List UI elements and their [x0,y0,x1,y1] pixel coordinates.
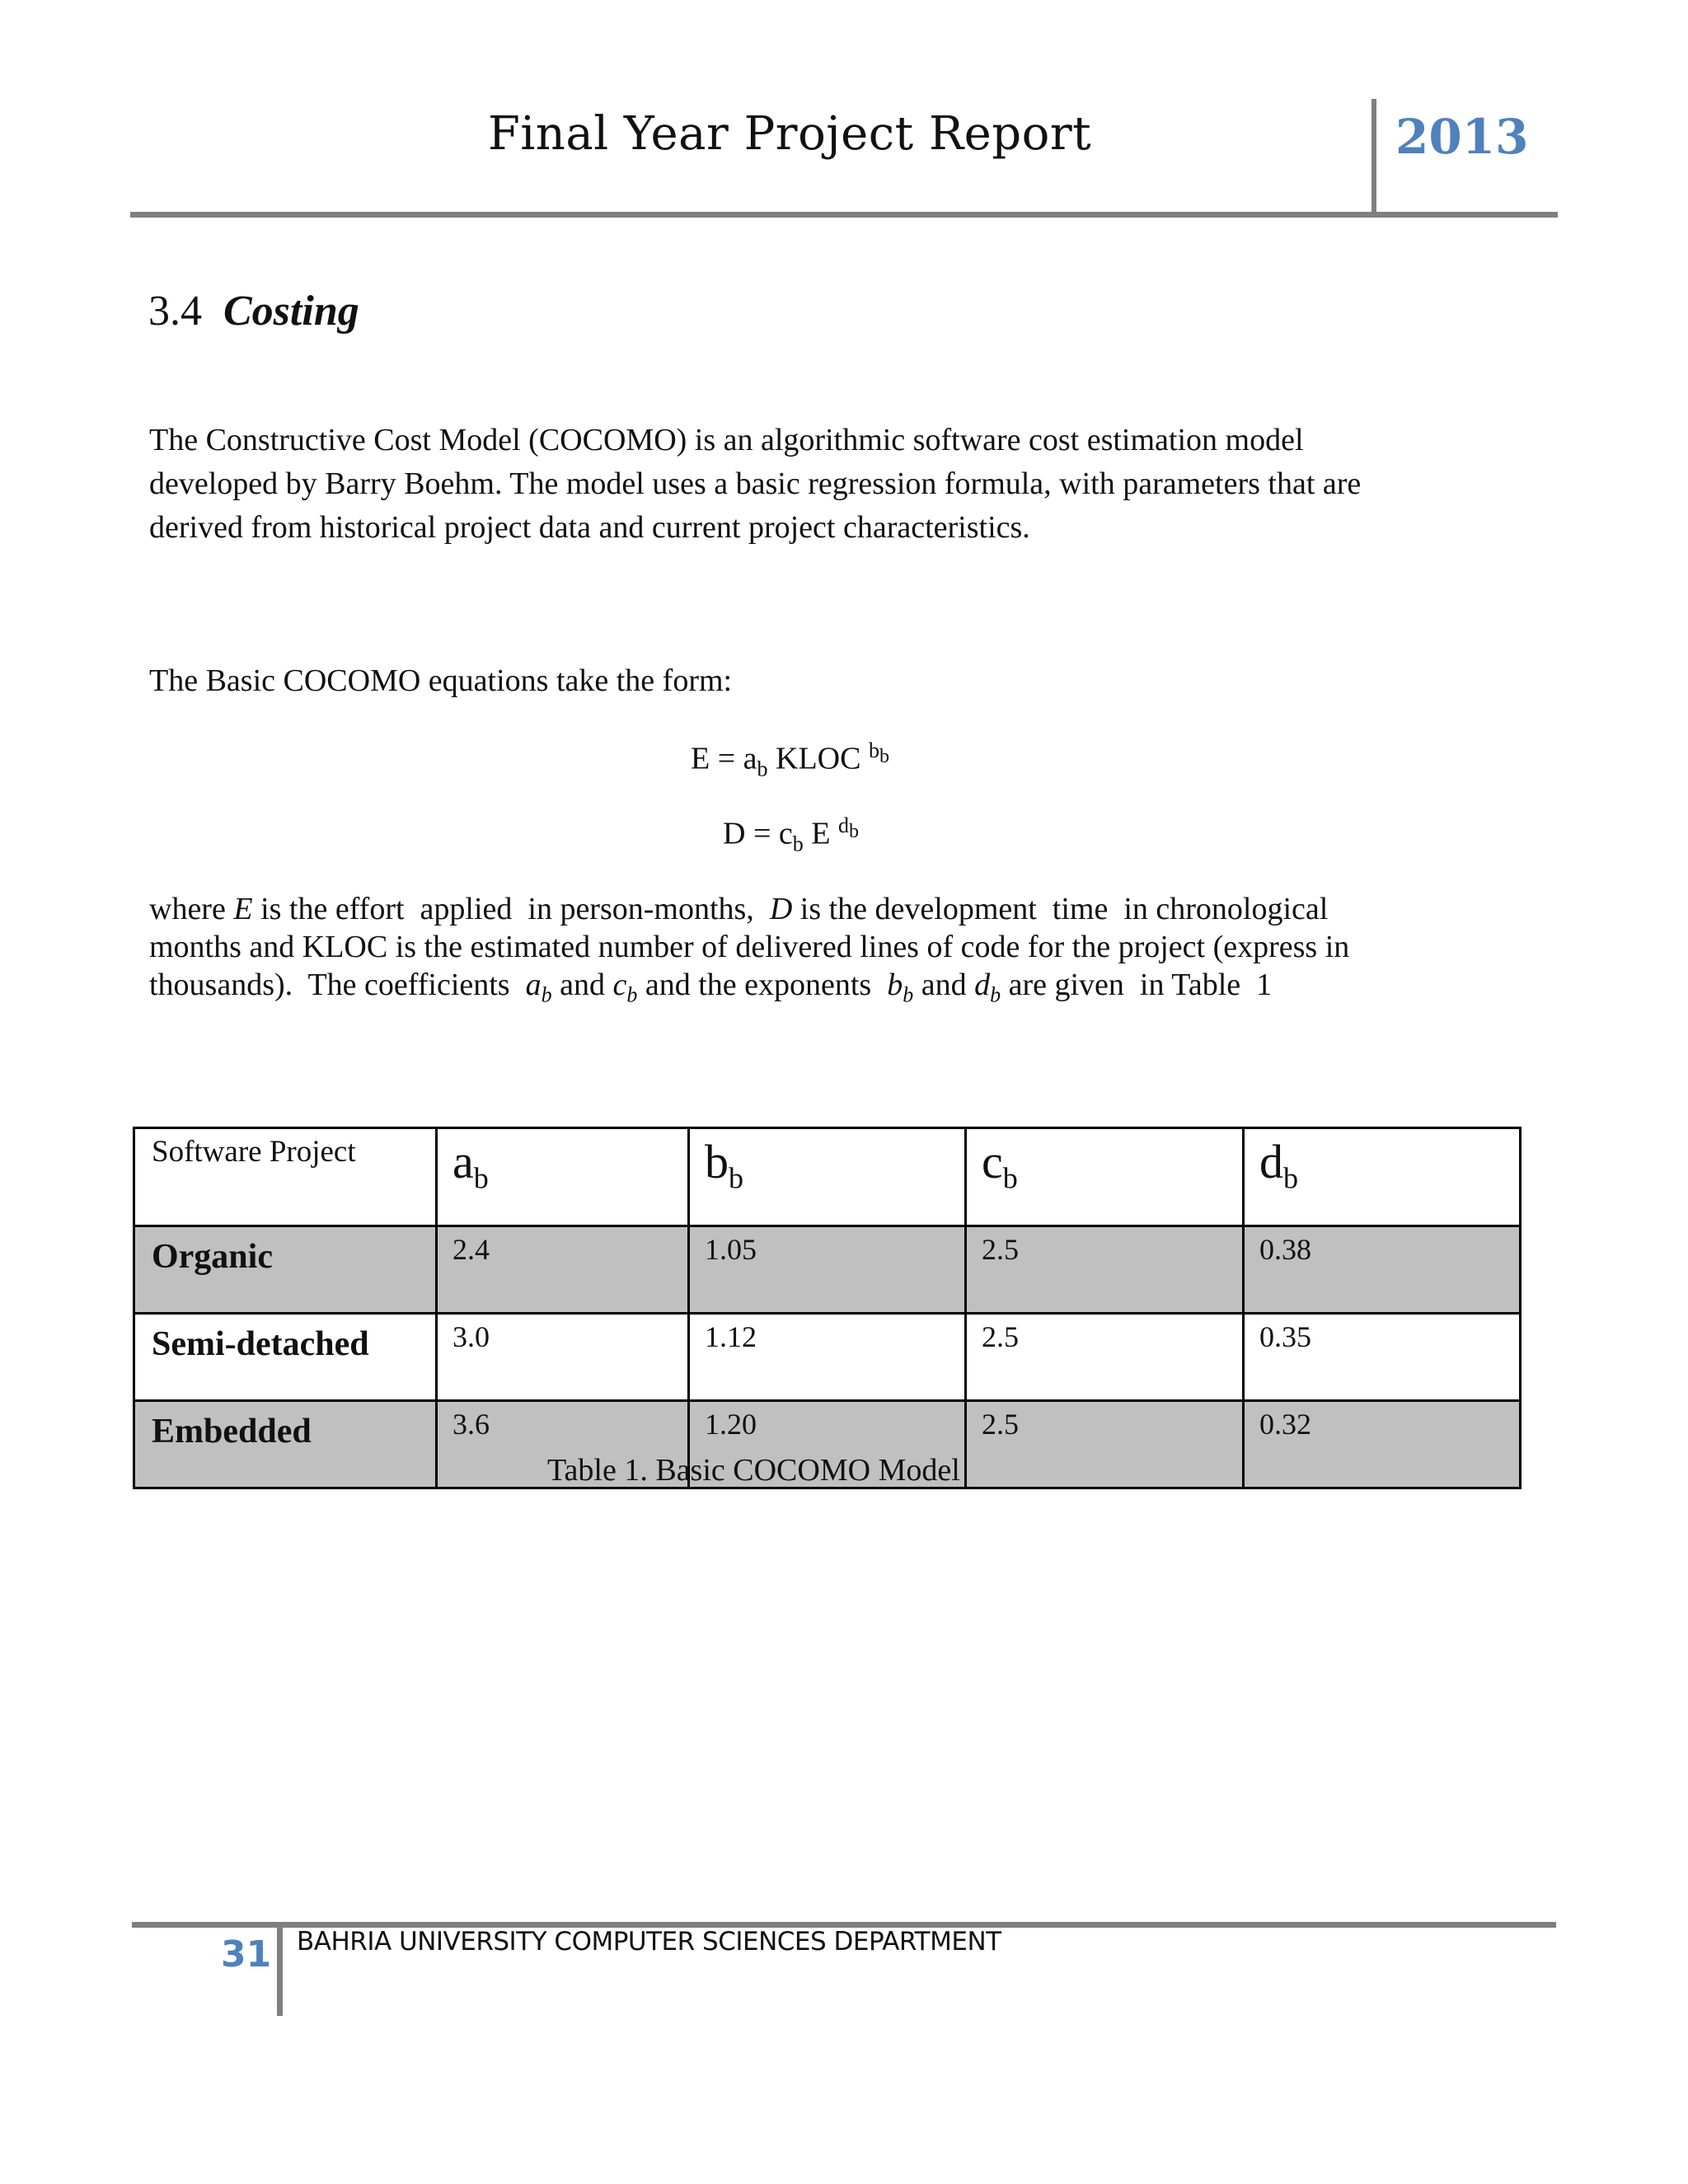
cell-value: 0.32 [1244,1401,1521,1488]
var-base: d [974,968,991,1002]
table-row [134,1226,1521,1314]
text: is the development time in chronological [792,892,1329,926]
cocomo-table [133,1127,1522,1489]
sym-sub: b [1283,1161,1298,1195]
eq-exponent-base: d [837,813,849,837]
var-sub: b [990,982,1001,1007]
duration-equation [723,813,859,856]
row-name: Organic [134,1226,437,1314]
equations-intro: The Basic COCOMO equations take the form: [149,663,733,698]
header-cell-db [1244,1128,1521,1226]
cell-value: 2.5 [966,1401,1244,1488]
sym: d [1259,1135,1283,1188]
header-divider [1372,99,1376,214]
section-heading [148,287,359,335]
section-title: Costing [223,288,359,335]
row-name: Semi-detached [134,1314,437,1401]
intro-line: developed by Barry Boehm. The model uses a basic regression formula, with parameters that are [149,466,1362,501]
intro-paragraph [149,419,1435,550]
sym-sub: b [729,1161,743,1195]
header-year: 2013 [1395,109,1529,165]
cell-value: 1.05 [689,1226,966,1314]
text: and the exponents [637,968,888,1002]
intro-line: derived from historical project data and current project characteristics. [149,510,1030,545]
var-sub: b [541,982,552,1007]
var-base: a [525,968,542,1002]
table-caption: Table 1. Basic COCOMO Model [547,1453,960,1488]
header-cell-bb [689,1128,966,1226]
eq-text: KLOC [767,741,869,776]
cell-value: 2.5 [966,1314,1244,1401]
eq-text: E = a [691,741,757,776]
var-cb [612,968,638,1007]
eq-subscript: b [792,832,804,856]
sym: c [982,1135,1003,1188]
text: thousands). The coefficients [149,968,526,1002]
var-D: D [769,892,793,926]
header-cell-project: Software Project [134,1128,437,1226]
text: is the effort applied in person-months, [252,892,770,926]
var-base: b [887,968,903,1002]
sym: a [452,1135,474,1188]
sym: b [705,1135,729,1188]
var-sub: b [626,982,638,1007]
sym-sub: b [473,1161,489,1195]
footer-department: BAHRIA UNIVERSITY COMPUTER SCIENCES DEPARTMENT [297,1927,1001,1957]
sym-sub: b [1002,1161,1018,1195]
var-db [974,968,1001,1007]
eq-subscript: b [757,757,768,781]
cell-value: 0.35 [1244,1314,1521,1401]
header-cell-cb [966,1128,1244,1226]
section-number: 3.4 [148,288,202,335]
explanation-line [149,890,1435,928]
page-number: 31 [221,1933,272,1975]
table-header-row [134,1128,1521,1226]
var-E: E [233,892,253,926]
table-row [134,1314,1521,1401]
header-cell-ab [437,1128,689,1226]
cell-value: 0.38 [1244,1226,1521,1314]
eq-exponent-sub: b [848,821,859,843]
var-sub: b [903,982,914,1007]
row-name: Embedded [134,1401,437,1488]
eq-exponent [837,813,859,843]
cell-value: 3.0 [437,1314,689,1401]
cell-value: 2.5 [966,1226,1244,1314]
header-title: Final Year Project Report [488,107,1092,161]
text: are given in Table 1 [1001,968,1273,1002]
eq-text: D = c [723,816,793,851]
var-base: c [612,968,627,1002]
cell-value: 3.6 [437,1401,689,1488]
cell-value: 1.12 [689,1314,966,1401]
eq-exponent [868,738,889,768]
text: where [149,892,234,926]
header-rule [130,212,1558,218]
var-bb [887,968,914,1007]
explanation-line: months and KLOC is the estimated number of delivered lines of code for the project (express in [149,930,1350,964]
var-ab [525,968,552,1007]
text: and [913,968,975,1002]
eq-exponent-sub: b [879,746,889,768]
text: and [551,968,613,1002]
footer-divider [277,1925,283,2016]
eq-text: E [803,816,838,851]
explanation-paragraph [149,890,1435,1015]
effort-equation [691,738,889,781]
explanation-line [149,966,1435,1015]
cell-value: 1.20 [689,1401,966,1488]
eq-exponent-base: b [868,738,879,762]
cell-value: 2.4 [437,1226,689,1314]
intro-line: The Constructive Cost Model (COCOMO) is an algorithmic software cost estimation model [149,423,1304,457]
